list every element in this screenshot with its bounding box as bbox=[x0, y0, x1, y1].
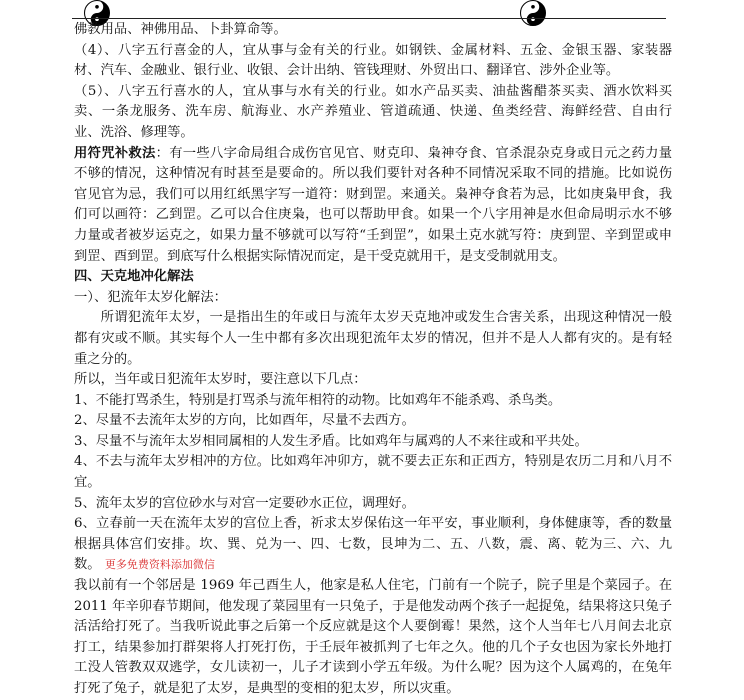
list-item: 4、不去与流年太岁相冲的方位。比如鸡年冲卯方，就不要去正东和正西方，特别是农历二月和八月不宜。 bbox=[74, 454, 672, 491]
paragraph: 所谓犯流年太岁，一是指出生的年或日与流年太岁天克地冲或发生合害关系，出现这种情况一般都有灾或不顺。其实每个人一生中都有多次出现犯流年太岁的情况，但并不是人人都有灾的。是有轻重之分的。 bbox=[74, 310, 672, 367]
list-item: 3、尽量不与流年太岁相同属相的人发生矛盾。比如鸡年与属鸡的人不来往或和平共处。 bbox=[74, 433, 588, 449]
list-item: 2、尽量不去流年太岁的方向，比如酉年，尽量不去西方。 bbox=[74, 413, 415, 429]
header-rule bbox=[72, 18, 666, 19]
paragraph: 所以，当年或日犯流年太岁时，要注意以下几点： bbox=[74, 372, 367, 388]
list-item bbox=[74, 514, 672, 576]
section-heading: 四、天克地冲化解法 bbox=[74, 269, 194, 285]
paragraph: 我以前有一个邻居是 1969 年己酉生人，他家是私人住宅，门前有一个院子，院子里是个菜园子。在 2011 年辛卯春节期间，他发现了菜园里有一只兔子，于是他发动两个孩子一起捉兔，结果将这只兔子活活给打死了。当我听说此事之后第一个反应就是这个人要倒霉！果然，这个人当年七八月间去北京打工，结果参加打群架将人打死打伤，于壬辰年被抓判了七年之久。他的几个子女也因为家长外地打工没人管教双双逃学，女儿读初一，儿子才读到小学五年级。为什么呢？因为这个人属鸡的，在兔年打死了兔子，就是犯了太岁，是典型的变相的犯太岁，所以灾重。 bbox=[74, 578, 672, 696]
paragraph-text: ：有一些八字命局组合成伤官见官、财克印、枭神夺食、官杀混杂克身或日元之药力量不够的情况，这种情况有时甚至是要命的。所以我们要针对各种不同情况采取不同的措施。比如说伤官见官为忌，我们可以用红纸黑字写一道符：财到罡。来通关。枭神夺食若为忌，比如庚枭甲食，我们可以画符：乙到罡。乙可以合住庚枭，也可以帮助甲食。如果一个八字用神是水但命局明示水不够力量或者被岁运克之，如果力量不够就可以写符“壬到罡”，如果土克水就写符：庚到罡、辛到罡或申到罡、酉到罡。到底写什么根据实际情况而定，是干受克就用干，是支受制就用支。 bbox=[74, 145, 673, 264]
list-item: 1、不能打骂杀生，特别是打骂杀与流年相符的动物。比如鸡年不能杀鸡、杀鸟类。 bbox=[74, 392, 562, 408]
watermark-text: 更多免费资料添加微信 bbox=[104, 558, 215, 572]
paragraph-lead: 用符咒补救法 bbox=[74, 145, 156, 161]
paragraph-text: 6、立春前一天在流年太岁的宫位上香，祈求太岁保佑这一年平安，事业顺利，身体健康等，香的数量根据具体宫们安排。坎、巽、兑为一、四、七数，艮坤为二、五、八数，震、离、乾为三、六、九数。 bbox=[74, 516, 672, 573]
paragraph bbox=[74, 144, 672, 268]
subsection-heading: 一）、犯流年太岁化解法： bbox=[74, 289, 227, 305]
paragraph: （4）、八字五行喜金的人，宜从事与金有关的行业。如钢铁、金属材料、五金、金银玉器、家装器材、汽车、金融业、银行业、收银、会计出纳、管钱理财、外贸出口、翻译官、涉外企业等。 bbox=[74, 42, 672, 79]
list-item: 5、流年太岁的宫位砂水与对宫一定要砂水正位，调理好。 bbox=[74, 495, 415, 511]
paragraph: （5）、八字五行喜水的人，宜从事与水有关的行业。如水产品买卖、油盐酱醋茶买卖、酒水饮料买卖、一条龙服务、洗车房、航海业、水产养殖业、管道疏通、快递、鱼类经营、海鲜经营、自由行业、洗浴、修理等。 bbox=[74, 83, 672, 140]
document-body bbox=[74, 20, 672, 700]
paragraph: 佛教用品、神佛用品、卜卦算命等。 bbox=[74, 22, 287, 37]
